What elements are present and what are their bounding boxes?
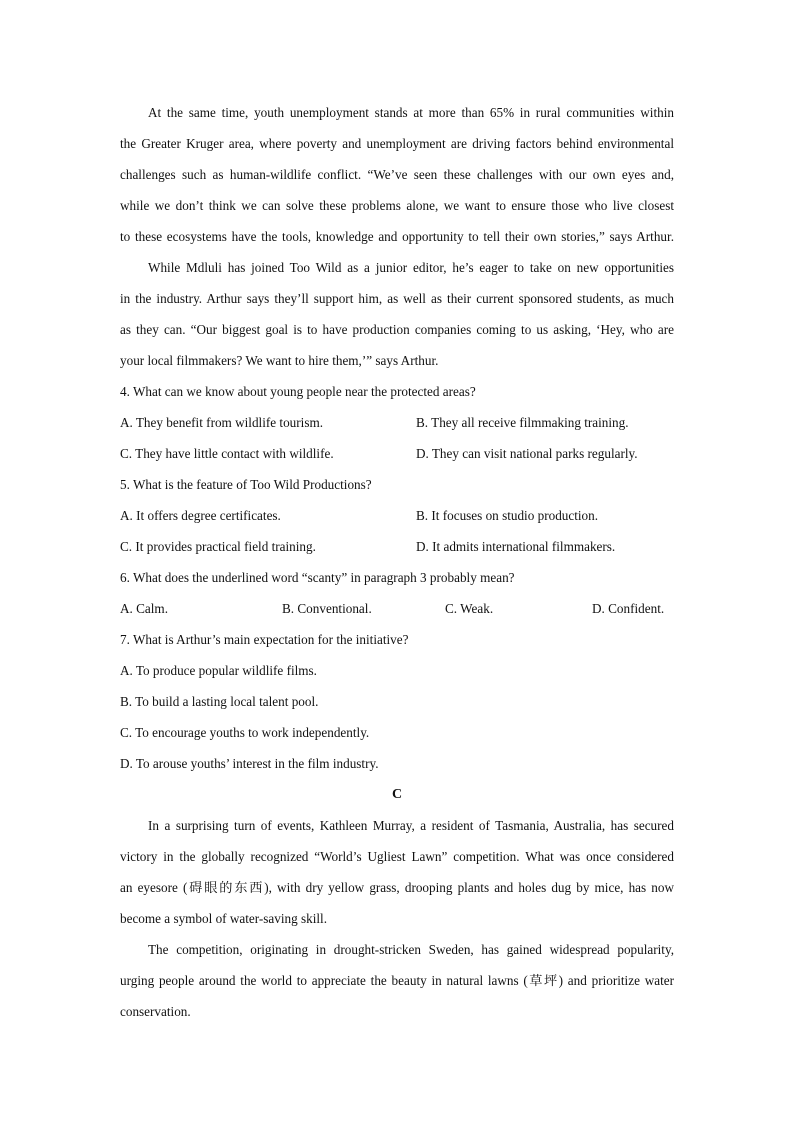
- option-d: D. They can visit national parks regularly.: [416, 446, 638, 461]
- option-row: [120, 593, 674, 624]
- option-d: D. To arouse youths’ interest in the film industry.: [120, 756, 379, 771]
- text-line: victory in the globally recognized “World’s Ugliest Lawn” competition. What was once considered: [120, 849, 674, 864]
- text-line: challenges such as human-wildlife conflict. “We’ve seen these challenges with our own eyes and,: [120, 167, 674, 182]
- option-row: [120, 438, 674, 469]
- text-line: in the industry. Arthur says they’ll support him, as well as their current sponsored students, as much: [120, 291, 674, 306]
- text-line: to these ecosystems have the tools, knowledge and opportunity to tell their own stories,” says Arthur.: [120, 229, 674, 244]
- text-line: The competition, originating in drought-stricken Sweden, has gained widespread popularity,: [148, 942, 674, 957]
- question-stem: 5. What is the feature of Too Wild Productions?: [120, 477, 372, 492]
- question-6: [120, 562, 674, 624]
- option-row: [120, 531, 674, 562]
- question-5: [120, 469, 674, 562]
- text-line: an eyesore (碍眼的东西), with dry yellow grass, drooping plants and holes dug by mice, has now: [120, 880, 674, 895]
- option-a: A. They benefit from wildlife tourism.: [120, 415, 324, 430]
- text-line: urging people around the world to appreciate the beauty in natural lawns (草坪) and prioritize water: [120, 973, 674, 988]
- passage-c-paragraph-1: [120, 810, 674, 934]
- option-c: C. To encourage youths to work independently.: [120, 725, 370, 740]
- option-c: C. They have little contact with wildlife.: [120, 446, 334, 461]
- text-line: conservation.: [120, 1004, 191, 1019]
- option-b: B. It focuses on studio production.: [416, 508, 599, 523]
- option-a: A. To produce popular wildlife films.: [120, 663, 317, 678]
- option-b: B. They all receive filmmaking training.: [416, 415, 629, 430]
- passage-b-paragraph-1: [120, 97, 674, 252]
- question-7: [120, 624, 674, 779]
- question-stem: 6. What does the underlined word “scanty” in paragraph 3 probably mean?: [120, 570, 515, 585]
- section-heading: C: [391, 787, 403, 802]
- option-row: [120, 500, 674, 531]
- option-d: D. Confident.: [592, 601, 665, 616]
- option-b: B. Conventional.: [282, 601, 372, 616]
- text-line: At the same time, youth unemployment stands at more than 65% in rural communities within: [148, 105, 674, 120]
- passage-b-paragraph-2: [120, 252, 674, 376]
- text-line: become a symbol of water-saving skill.: [120, 911, 328, 926]
- option-c: C. Weak.: [445, 601, 494, 616]
- text-line: your local filmmakers? We want to hire them,’” says Arthur.: [120, 353, 439, 368]
- text-column: [120, 97, 674, 1027]
- text-line: In a surprising turn of events, Kathleen Murray, a resident of Tasmania, Australia, has secured: [148, 818, 674, 833]
- question-stem: 7. What is Arthur’s main expectation for the initiative?: [120, 632, 409, 647]
- text-line: as they can. “Our biggest goal is to have production companies coming to us asking, ‘Hey, who are: [120, 322, 674, 337]
- passage-c-paragraph-2: [120, 934, 674, 1027]
- text-line: the Greater Kruger area, where poverty and unemployment are driving factors behind environmental: [120, 136, 674, 151]
- option-row: [120, 407, 674, 438]
- option-d: D. It admits international filmmakers.: [416, 539, 616, 554]
- option-b: B. To build a lasting local talent pool.: [120, 694, 319, 709]
- option-a: A. Calm.: [120, 601, 168, 616]
- option-a: A. It offers degree certificates.: [120, 508, 281, 523]
- option-c: C. It provides practical field training.: [120, 539, 316, 554]
- text-line: while we don’t think we can solve these problems alone, we want to ensure those who live closest: [120, 198, 674, 213]
- question-4: [120, 376, 674, 469]
- question-stem: 4. What can we know about young people near the protected areas?: [120, 384, 476, 399]
- text-line: While Mdluli has joined Too Wild as a junior editor, he’s eager to take on new opportunities: [148, 260, 674, 275]
